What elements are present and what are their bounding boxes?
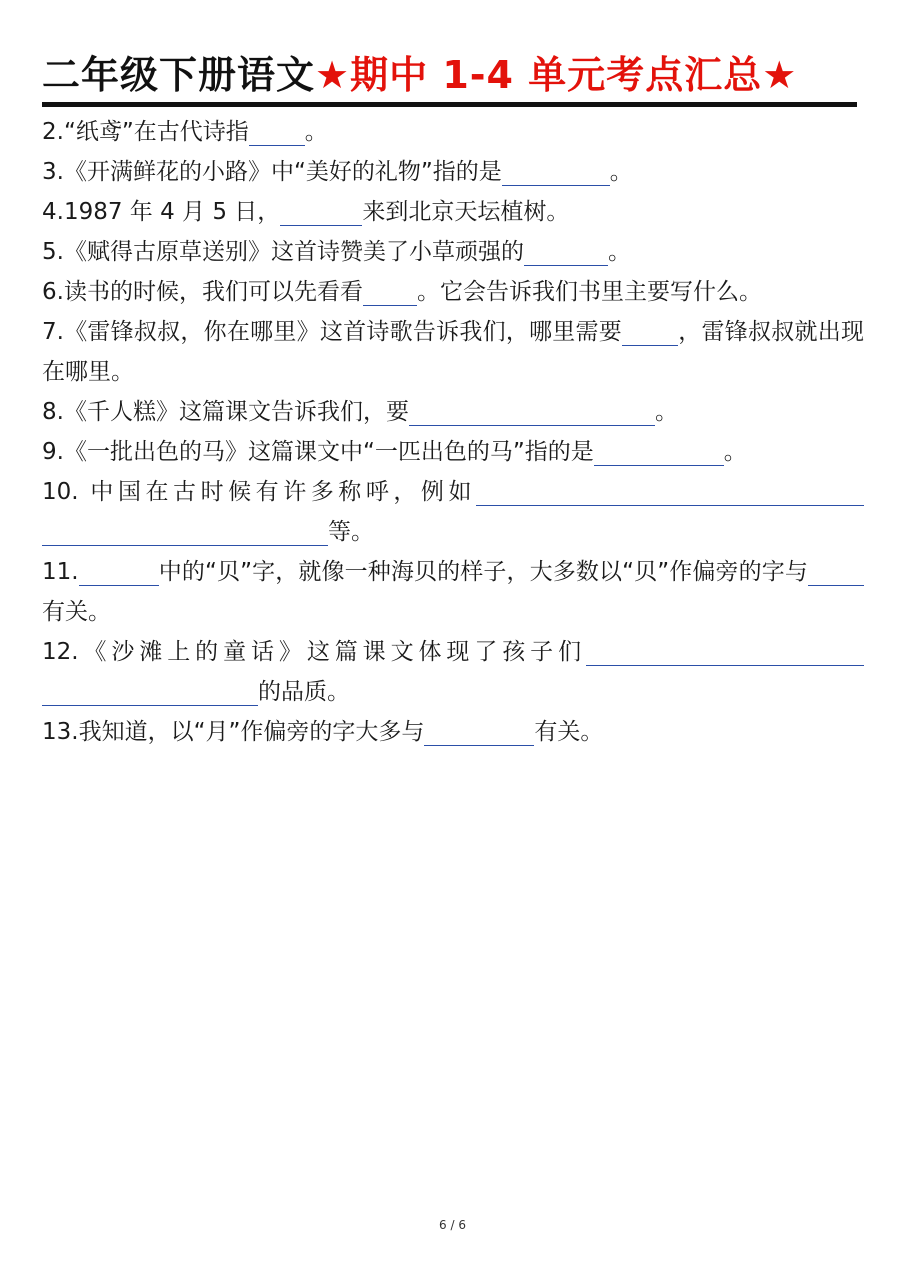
question-text: ，雷锋叔叔就出现在哪里。: [42, 319, 864, 385]
answer-blank[interactable]: [424, 715, 534, 746]
question-13: [42, 712, 864, 752]
question-3: [42, 152, 864, 192]
title-text: 二年级下册语文: [42, 53, 316, 97]
question-10: [42, 472, 864, 552]
star-icon: ★: [315, 53, 351, 97]
answer-blank[interactable]: [42, 515, 328, 546]
question-2: [42, 112, 864, 152]
question-text: 来到北京天坛植树。: [362, 199, 570, 225]
page-title: [42, 52, 797, 98]
question-12: [42, 632, 864, 712]
question-11: [42, 552, 864, 632]
title-highlight: 期中 1-4 单元考点汇总: [350, 53, 763, 97]
question-text: 。: [304, 119, 328, 145]
question-text: 6.读书的时候，我们可以先看看: [42, 279, 363, 305]
question-text: 11.: [42, 559, 79, 585]
answer-blank[interactable]: [79, 555, 159, 586]
answer-blank[interactable]: [476, 475, 864, 506]
question-text: 10. 中国在古时候有许多称呼，例如: [42, 479, 476, 505]
question-text: 2.“纸鸢”在古代诗指: [42, 119, 249, 145]
answer-blank[interactable]: [249, 115, 305, 146]
answer-blank[interactable]: [502, 155, 610, 186]
question-5: [42, 232, 864, 272]
question-6: [42, 272, 864, 312]
question-text: 。: [607, 239, 631, 265]
question-9: [42, 432, 864, 472]
question-text: 8.《千人糕》这篇课文告诉我们，要: [42, 399, 409, 425]
star-icon: ★: [762, 53, 798, 97]
question-text: 12.《沙滩上的童话》这篇课文体现了孩子们: [42, 639, 586, 665]
title-underline: [42, 102, 857, 107]
answer-blank[interactable]: [524, 235, 608, 266]
question-text: 9.《一批出色的马》这篇课文中“一匹出色的马”指的是: [42, 439, 594, 465]
answer-blank[interactable]: [808, 555, 864, 586]
question-text: 13.我知道，以“月”作偏旁的字大多与: [42, 719, 425, 745]
question-text: 5.《赋得古原草送别》这首诗赞美了小草顽强的: [42, 239, 524, 265]
question-7: [42, 312, 864, 392]
question-text: 有关。: [42, 599, 111, 625]
answer-blank[interactable]: [363, 275, 417, 306]
question-text: 。: [609, 159, 633, 185]
question-list: [42, 112, 864, 752]
answer-blank[interactable]: [409, 395, 655, 426]
answer-blank[interactable]: [42, 675, 258, 706]
question-text: 。: [723, 439, 747, 465]
question-text: 。: [654, 399, 678, 425]
question-4: [42, 192, 864, 232]
answer-blank[interactable]: [594, 435, 724, 466]
question-text: 。它会告诉我们书里主要写什么。: [416, 279, 762, 305]
answer-blank[interactable]: [586, 635, 864, 666]
answer-blank[interactable]: [280, 195, 362, 226]
answer-blank[interactable]: [622, 315, 678, 346]
page-number: 6 / 6: [439, 1218, 466, 1232]
question-text: 中的“贝”字，就像一种海贝的样子，大多数以“贝”作偏旁的字与: [158, 559, 808, 585]
question-8: [42, 392, 864, 432]
question-text: 4.1987 年 4 月 5 日，: [42, 199, 281, 225]
question-text: 7.《雷锋叔叔，你在哪里》这首诗歌告诉我们，哪里需要: [42, 319, 623, 345]
question-text: 等。: [328, 519, 374, 545]
question-text: 的品质。: [258, 679, 350, 705]
question-text: 3.《开满鲜花的小路》中“美好的礼物”指的是: [42, 159, 502, 185]
question-text: 有关。: [534, 719, 604, 745]
